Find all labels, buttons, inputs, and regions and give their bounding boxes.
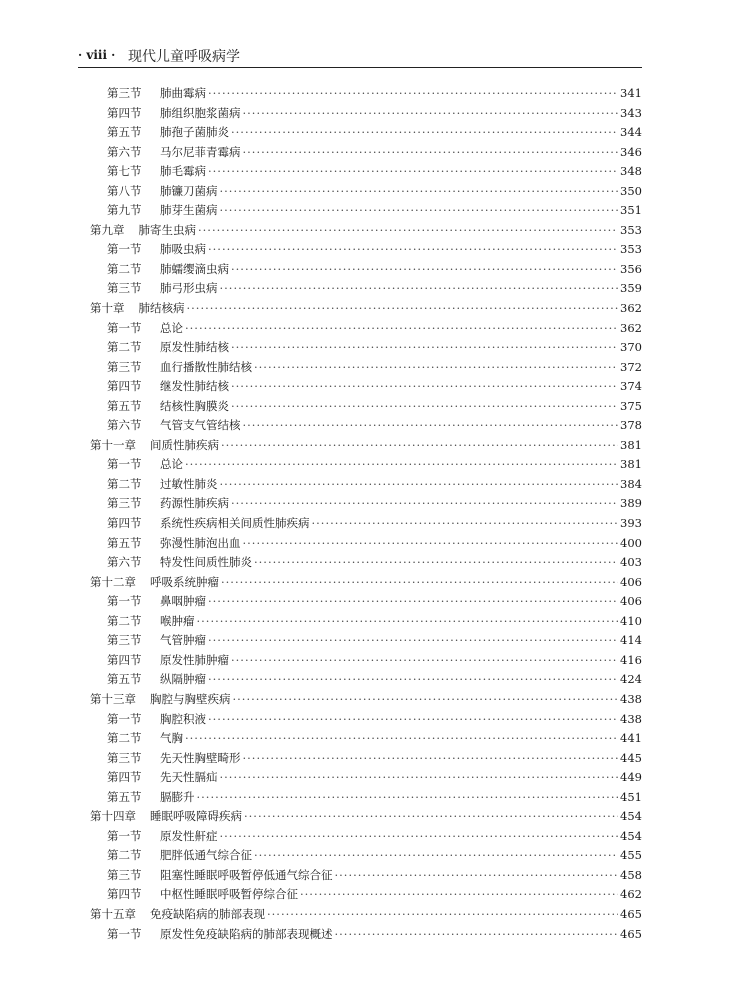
toc-entry-title: 先天性膈疝 — [160, 770, 218, 785]
toc-entry-page: 359 — [620, 281, 642, 296]
dot-leader — [244, 807, 618, 827]
toc-entry-number: 第九章 — [90, 222, 125, 237]
toc-entry-page: 438 — [620, 711, 642, 726]
toc-entry-title: 过敏性肺炎 — [160, 476, 218, 491]
toc-entry-title: 肺结核病 — [138, 301, 185, 316]
dot-leader — [233, 690, 619, 710]
dot-leader — [254, 553, 618, 573]
toc-section-entry[interactable] — [90, 768, 642, 788]
dot-leader — [243, 104, 619, 124]
toc-chapter-entry[interactable] — [90, 690, 642, 710]
toc-entry-number: 第九节 — [107, 203, 142, 218]
dot-leader — [243, 416, 619, 436]
dot-leader — [300, 885, 618, 905]
toc-entry-title: 肥胖低通气综合征 — [160, 848, 252, 863]
toc-entry-title: 间质性肺疾病 — [150, 437, 219, 452]
toc-section-entry[interactable] — [90, 319, 642, 339]
toc-section-entry[interactable] — [90, 397, 642, 417]
dot-leader — [312, 514, 619, 534]
toc-section-entry[interactable] — [90, 514, 642, 534]
toc-entry-page: 353 — [620, 242, 642, 257]
dot-leader — [185, 729, 618, 749]
toc-section-entry[interactable] — [90, 279, 642, 299]
dot-leader — [220, 768, 619, 788]
toc-entry-number: 第一节 — [107, 594, 142, 609]
toc-entry-page: 370 — [620, 340, 642, 355]
dot-leader — [197, 788, 619, 808]
toc-entry-title: 弥漫性肺泡出血 — [160, 535, 241, 550]
toc-entry-page: 445 — [620, 750, 642, 765]
toc-entry-title: 肺蠕缨滴虫病 — [160, 261, 229, 276]
dot-leader — [231, 494, 618, 514]
dot-leader — [187, 299, 619, 319]
toc-section-entry[interactable] — [90, 84, 642, 104]
toc-section-entry[interactable] — [90, 827, 642, 847]
toc-entry-title: 肺组织胞浆菌病 — [160, 105, 241, 120]
toc-entry-page: 374 — [620, 379, 642, 394]
toc-entry-number: 第五节 — [107, 398, 142, 413]
toc-section-entry[interactable] — [90, 534, 642, 554]
toc-chapter-entry[interactable] — [90, 436, 642, 456]
page-header — [78, 46, 642, 68]
toc-entry-title: 药源性肺疾病 — [160, 496, 229, 511]
toc-entry-title: 总论 — [160, 320, 183, 335]
toc-section-entry[interactable] — [90, 143, 642, 163]
toc-entry-page: 438 — [620, 691, 642, 706]
dot-leader — [231, 397, 618, 417]
toc-section-entry[interactable] — [90, 240, 642, 260]
toc-entry-number: 第三节 — [107, 633, 142, 648]
toc-entry-page: 341 — [620, 86, 642, 100]
toc-section-entry[interactable] — [90, 710, 642, 730]
toc-section-entry[interactable] — [90, 377, 642, 397]
toc-entry-title: 继发性肺结核 — [160, 379, 229, 394]
toc-entry-number: 第二节 — [107, 613, 142, 628]
dot-leader — [220, 201, 619, 221]
dot-leader — [208, 670, 618, 690]
toc-entry-page: 372 — [620, 359, 642, 374]
toc-entry-title: 肺弓形虫病 — [160, 281, 218, 296]
toc-entry-title: 肺孢子菌肺炎 — [160, 125, 229, 140]
toc-entry-title: 肺镰刀菌病 — [160, 183, 218, 198]
toc-entry-number: 第一节 — [107, 242, 142, 257]
toc-entry-number: 第四节 — [107, 105, 142, 120]
toc-entry-number: 第一节 — [107, 320, 142, 335]
dot-leader — [208, 162, 618, 182]
toc-section-entry[interactable] — [90, 162, 642, 182]
toc-chapter-entry[interactable] — [90, 905, 642, 925]
toc-section-entry[interactable] — [90, 416, 642, 436]
toc-entry-number: 第三节 — [107, 86, 142, 100]
toc-section-entry[interactable] — [90, 104, 642, 124]
dot-leader — [243, 534, 619, 554]
dot-leader — [243, 143, 619, 163]
toc-section-entry[interactable] — [90, 670, 642, 690]
toc-entry-number: 第三节 — [107, 867, 142, 882]
toc-entry-title: 肺寄生虫病 — [138, 222, 196, 237]
toc-entry-page: 465 — [620, 926, 642, 941]
toc-entry-number: 第五节 — [107, 672, 142, 687]
dot-leader — [335, 925, 619, 945]
toc-entry-number: 第四节 — [107, 516, 142, 531]
toc-entry-title: 胸腔积液 — [160, 711, 206, 726]
toc-entry-title: 肺吸虫病 — [160, 242, 206, 257]
toc-section-entry[interactable] — [90, 885, 642, 905]
dot-leader — [231, 651, 618, 671]
dot-leader — [221, 436, 618, 456]
toc-entry-title: 气管肿瘤 — [160, 633, 206, 648]
dot-leader — [220, 475, 619, 495]
toc-chapter-entry[interactable] — [90, 299, 642, 319]
toc-entry-title: 结核性胸膜炎 — [160, 398, 229, 413]
toc-entry-page: 356 — [620, 261, 642, 276]
toc-entry-title: 原发性鼾症 — [160, 828, 218, 843]
dot-leader — [231, 123, 618, 143]
toc-section-entry[interactable] — [90, 123, 642, 143]
toc-section-entry[interactable] — [90, 788, 642, 808]
toc-entry-number: 第十三章 — [90, 691, 136, 706]
dot-leader — [198, 221, 618, 241]
toc-entry-page: 362 — [620, 301, 642, 316]
toc-entry-number: 第四节 — [107, 887, 142, 902]
toc-entry-page: 406 — [620, 594, 642, 609]
toc-entry-page: 416 — [620, 652, 642, 667]
toc-entry-number: 第二节 — [107, 261, 142, 276]
dot-leader — [208, 592, 618, 612]
toc-entry-number: 第一节 — [107, 457, 142, 472]
toc-section-entry[interactable] — [90, 631, 642, 651]
dot-leader — [208, 240, 618, 260]
toc-entry-title: 睡眠呼吸障碍疾病 — [150, 809, 242, 824]
toc-entry-title: 呼吸系统肿瘤 — [150, 574, 219, 589]
toc-entry-title: 肺芽生菌病 — [160, 203, 218, 218]
toc-entry-page: 344 — [620, 125, 642, 140]
dot-leader — [185, 319, 618, 339]
toc-entry-number: 第七节 — [107, 164, 142, 179]
toc-entry-title: 血行播散性肺结核 — [160, 359, 252, 374]
toc-entry-number: 第六节 — [107, 555, 142, 570]
dot-leader — [231, 260, 618, 280]
toc-entry-number: 第五节 — [107, 125, 142, 140]
toc-entry-number: 第五节 — [107, 535, 142, 550]
toc-entry-number: 第六节 — [107, 418, 142, 433]
toc-entry-page: 350 — [620, 183, 642, 198]
toc-entry-page: 362 — [620, 320, 642, 335]
toc-entry-page: 351 — [620, 203, 642, 218]
toc-entry-page: 451 — [620, 789, 642, 804]
toc-entry-number: 第三节 — [107, 281, 142, 296]
toc-entry-title: 原发性肺肿瘤 — [160, 652, 229, 667]
toc-entry-page: 458 — [620, 867, 642, 882]
toc-entry-page: 441 — [620, 731, 642, 746]
toc-entry-number: 第四节 — [107, 652, 142, 667]
toc-entry-page: 378 — [620, 418, 642, 433]
toc-section-entry[interactable] — [90, 846, 642, 866]
toc-entry-page: 348 — [620, 164, 642, 179]
dot-leader — [208, 710, 618, 730]
dot-leader — [335, 866, 619, 886]
dot-leader — [220, 827, 619, 847]
toc-entry-number: 第四节 — [107, 770, 142, 785]
toc-entry-title: 中枢性睡眠呼吸暂停综合征 — [160, 887, 298, 902]
toc-entry-page: 384 — [620, 476, 642, 491]
toc-entry-page: 400 — [620, 535, 642, 550]
toc-entry-page: 346 — [620, 144, 642, 159]
toc-entry-number: 第三节 — [107, 359, 142, 374]
toc-entry-page: 455 — [620, 848, 642, 863]
toc-section-entry[interactable] — [90, 182, 642, 202]
toc-entry-page: 414 — [620, 633, 642, 648]
table-of-contents — [90, 84, 642, 944]
toc-entry-title: 气胸 — [160, 731, 183, 746]
toc-entry-title: 系统性疾病相关间质性肺疾病 — [160, 516, 310, 531]
toc-section-entry[interactable] — [90, 925, 642, 945]
toc-entry-number: 第二节 — [107, 731, 142, 746]
toc-section-entry[interactable] — [90, 592, 642, 612]
toc-section-entry[interactable] — [90, 260, 642, 280]
toc-entry-page: 403 — [620, 555, 642, 570]
toc-section-entry[interactable] — [90, 358, 642, 378]
toc-entry-number: 第一节 — [107, 828, 142, 843]
dot-leader — [254, 358, 618, 378]
toc-entry-page: 381 — [620, 437, 642, 452]
toc-entry-number: 第六节 — [107, 144, 142, 159]
toc-section-entry[interactable] — [90, 729, 642, 749]
toc-entry-page: 449 — [620, 770, 642, 785]
toc-entry-page: 454 — [620, 828, 642, 843]
toc-entry-number: 第八节 — [107, 183, 142, 198]
toc-section-entry[interactable] — [90, 553, 642, 573]
toc-entry-title: 原发性肺结核 — [160, 340, 229, 355]
dot-leader — [231, 338, 618, 358]
toc-entry-number: 第二节 — [107, 848, 142, 863]
toc-chapter-entry[interactable] — [90, 573, 642, 593]
toc-entry-number: 第三节 — [107, 496, 142, 511]
toc-entry-number: 第十章 — [90, 301, 125, 316]
toc-section-entry[interactable] — [90, 338, 642, 358]
toc-section-entry[interactable] — [90, 749, 642, 769]
toc-entry-title: 马尔尼菲青霉病 — [160, 144, 241, 159]
toc-entry-page: 375 — [620, 398, 642, 413]
header-rule — [78, 67, 642, 68]
toc-section-entry[interactable] — [90, 494, 642, 514]
toc-entry-title: 肺曲霉病 — [160, 86, 206, 100]
toc-entry-title: 气管支气管结核 — [160, 418, 241, 433]
dot-leader — [221, 573, 618, 593]
toc-entry-page: 343 — [620, 105, 642, 120]
toc-entry-number: 第三节 — [107, 750, 142, 765]
toc-entry-number: 第一节 — [107, 926, 142, 941]
toc-entry-title: 膈膨升 — [160, 789, 195, 804]
toc-entry-page: 381 — [620, 457, 642, 472]
toc-section-entry[interactable] — [90, 612, 642, 632]
toc-entry-number: 第十一章 — [90, 437, 136, 452]
toc-entry-title: 原发性免疫缺陷病的肺部表现概述 — [160, 926, 333, 941]
toc-section-entry[interactable] — [90, 651, 642, 671]
toc-entry-title: 肺毛霉病 — [160, 164, 206, 179]
toc-entry-title: 总论 — [160, 457, 183, 472]
dot-leader — [267, 905, 618, 925]
toc-entry-number: 第二节 — [107, 476, 142, 491]
dot-leader — [197, 612, 619, 632]
toc-chapter-entry[interactable] — [90, 221, 642, 241]
page-number: · viii · — [78, 48, 116, 62]
toc-entry-title: 阻塞性睡眠呼吸暂停低通气综合征 — [160, 867, 333, 882]
toc-entry-number: 第四节 — [107, 379, 142, 394]
dot-leader — [220, 279, 619, 299]
dot-leader — [243, 749, 619, 769]
toc-entry-number: 第十二章 — [90, 574, 136, 589]
toc-entry-number: 第一节 — [107, 711, 142, 726]
dot-leader — [208, 631, 618, 651]
dot-leader — [208, 84, 618, 104]
toc-section-entry[interactable] — [90, 475, 642, 495]
toc-entry-title: 特发性间质性肺炎 — [160, 555, 252, 570]
toc-entry-page: 410 — [620, 613, 642, 628]
dot-leader — [220, 182, 619, 202]
toc-entry-page: 406 — [620, 574, 642, 589]
toc-section-entry[interactable] — [90, 201, 642, 221]
toc-entry-title: 喉肿瘤 — [160, 613, 195, 628]
toc-entry-number: 第二节 — [107, 340, 142, 355]
toc-entry-title: 免疫缺陷病的肺部表现 — [150, 906, 265, 921]
toc-entry-number: 第十四章 — [90, 809, 136, 824]
toc-section-entry[interactable] — [90, 866, 642, 886]
toc-entry-page: 393 — [620, 516, 642, 531]
toc-chapter-entry[interactable] — [90, 807, 642, 827]
toc-section-entry[interactable] — [90, 455, 642, 475]
toc-entry-title: 纵隔肿瘤 — [160, 672, 206, 687]
toc-entry-page: 454 — [620, 809, 642, 824]
toc-entry-title: 先天性胸壁畸形 — [160, 750, 241, 765]
toc-entry-page: 465 — [620, 906, 642, 921]
toc-entry-title: 鼻咽肿瘤 — [160, 594, 206, 609]
dot-leader — [185, 455, 618, 475]
toc-entry-number: 第五节 — [107, 789, 142, 804]
dot-leader — [231, 377, 618, 397]
dot-leader — [254, 846, 618, 866]
toc-entry-number: 第十五章 — [90, 906, 136, 921]
book-title: 现代儿童呼吸病学 — [128, 49, 240, 65]
toc-entry-page: 424 — [620, 672, 642, 687]
toc-entry-page: 389 — [620, 496, 642, 511]
toc-entry-title: 胸腔与胸壁疾病 — [150, 691, 231, 706]
toc-entry-page: 462 — [620, 887, 642, 902]
toc-entry-page: 353 — [620, 222, 642, 237]
